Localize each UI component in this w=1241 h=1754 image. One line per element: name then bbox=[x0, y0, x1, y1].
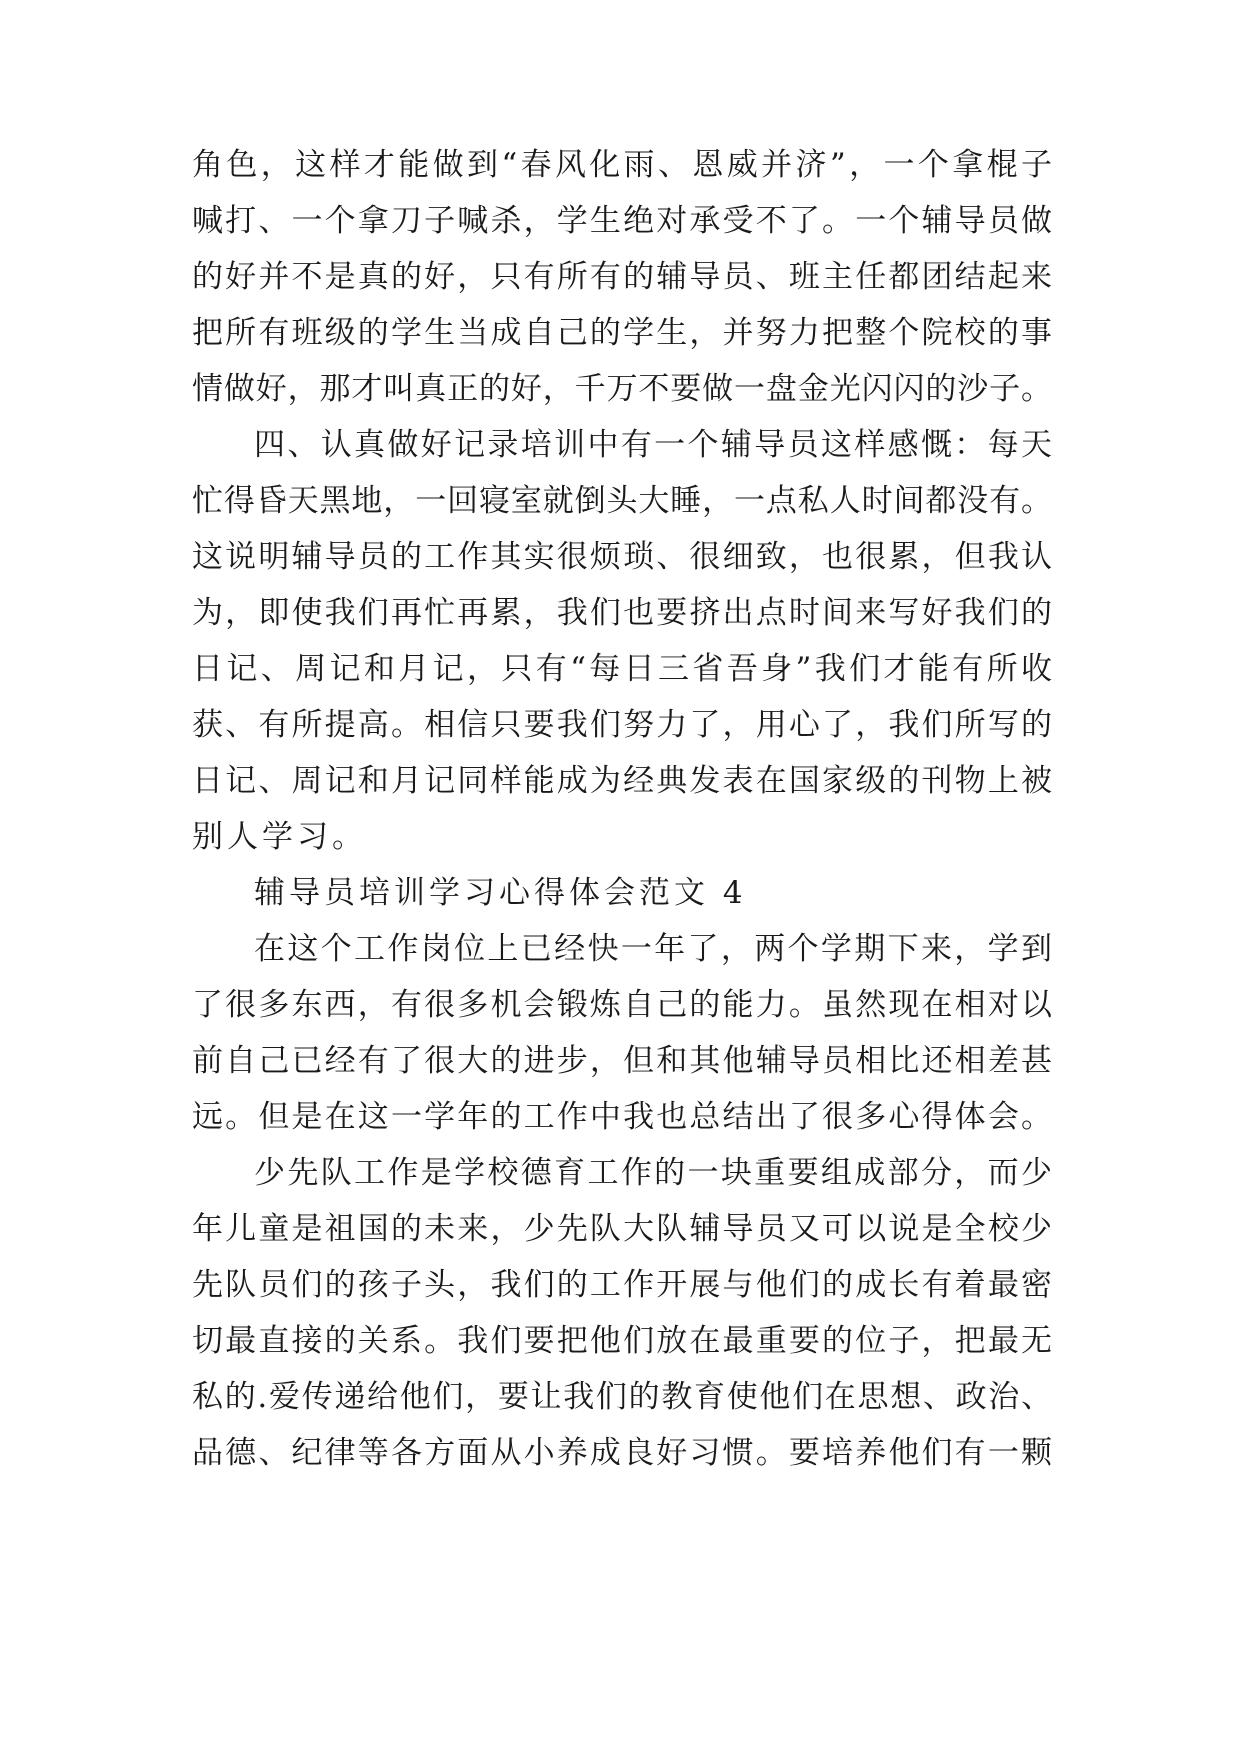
text-line: 别人学习。 bbox=[192, 819, 367, 855]
text-line: 为，即使我们再忙再累，我们也要挤出点时间来写好我们的 bbox=[192, 595, 1052, 631]
text-line: 了很多东西，有很多机会锻炼自己的能力。虽然现在相对以 bbox=[192, 987, 1052, 1023]
text-line: 获、有所提高。相信只要我们努力了，用心了，我们所写的 bbox=[192, 707, 1052, 743]
text-line: 日记、周记和月记同样能成为经典发表在国家级的刊物上被 bbox=[192, 763, 1052, 799]
text-line: 把所有班级的学生当成自己的学生，并努力把整个院校的事 bbox=[192, 315, 1052, 351]
text-line: 的好并不是真的好，只有所有的辅导员、班主任都团结起来 bbox=[192, 259, 1052, 295]
text-line: 切最直接的关系。我们要把他们放在最重要的位子，把最无 bbox=[192, 1323, 1052, 1359]
text-line: 日记、周记和月记，只有“每日三省吾身”我们才能有所收 bbox=[192, 651, 1052, 687]
text-line: 角色，这样才能做到“春风化雨、恩威并济”，一个拿棍子 bbox=[192, 147, 1052, 183]
text-line: 远。但是在这一学年的工作中我也总结出了很多心得体会。 bbox=[192, 1099, 1052, 1135]
text-line: 品德、纪律等各方面从小养成良好习惯。要培养他们有一颗 bbox=[192, 1435, 1052, 1471]
paragraph-start-line: 在这个工作岗位上已经快一年了，两个学期下来，学到 bbox=[254, 931, 1052, 967]
text-line: 喊打、一个拿刀子喊杀，学生绝对承受不了。一个辅导员做 bbox=[192, 203, 1052, 239]
text-line: 前自己已经有了很大的进步，但和其他辅导员相比还相差甚 bbox=[192, 1043, 1052, 1079]
text-line: 忙得昏天黑地，一回寝室就倒头大睡，一点私人时间都没有。 bbox=[192, 483, 1052, 519]
paragraph-start-line: 少先队工作是学校德育工作的一块重要组成部分，而少 bbox=[254, 1155, 1052, 1191]
text-line: 这说明辅导员的工作其实很烦琐、很细致，也很累，但我认 bbox=[192, 539, 1052, 575]
text-line: 先队员们的孩子头，我们的工作开展与他们的成长有着最密 bbox=[192, 1267, 1052, 1303]
section-heading: 辅导员培训学习心得体会范文 4 bbox=[254, 875, 747, 911]
text-line: 私的.爱传递给他们，要让我们的教育使他们在思想、政治、 bbox=[192, 1379, 1052, 1415]
paragraph-start-line: 四、认真做好记录培训中有一个辅导员这样感慨：每天 bbox=[254, 427, 1052, 463]
text-line: 年儿童是祖国的未来，少先队大队辅导员又可以说是全校少 bbox=[192, 1211, 1052, 1247]
text-line: 情做好，那才叫真正的好，千万不要做一盘金光闪闪的沙子。 bbox=[192, 371, 1052, 407]
